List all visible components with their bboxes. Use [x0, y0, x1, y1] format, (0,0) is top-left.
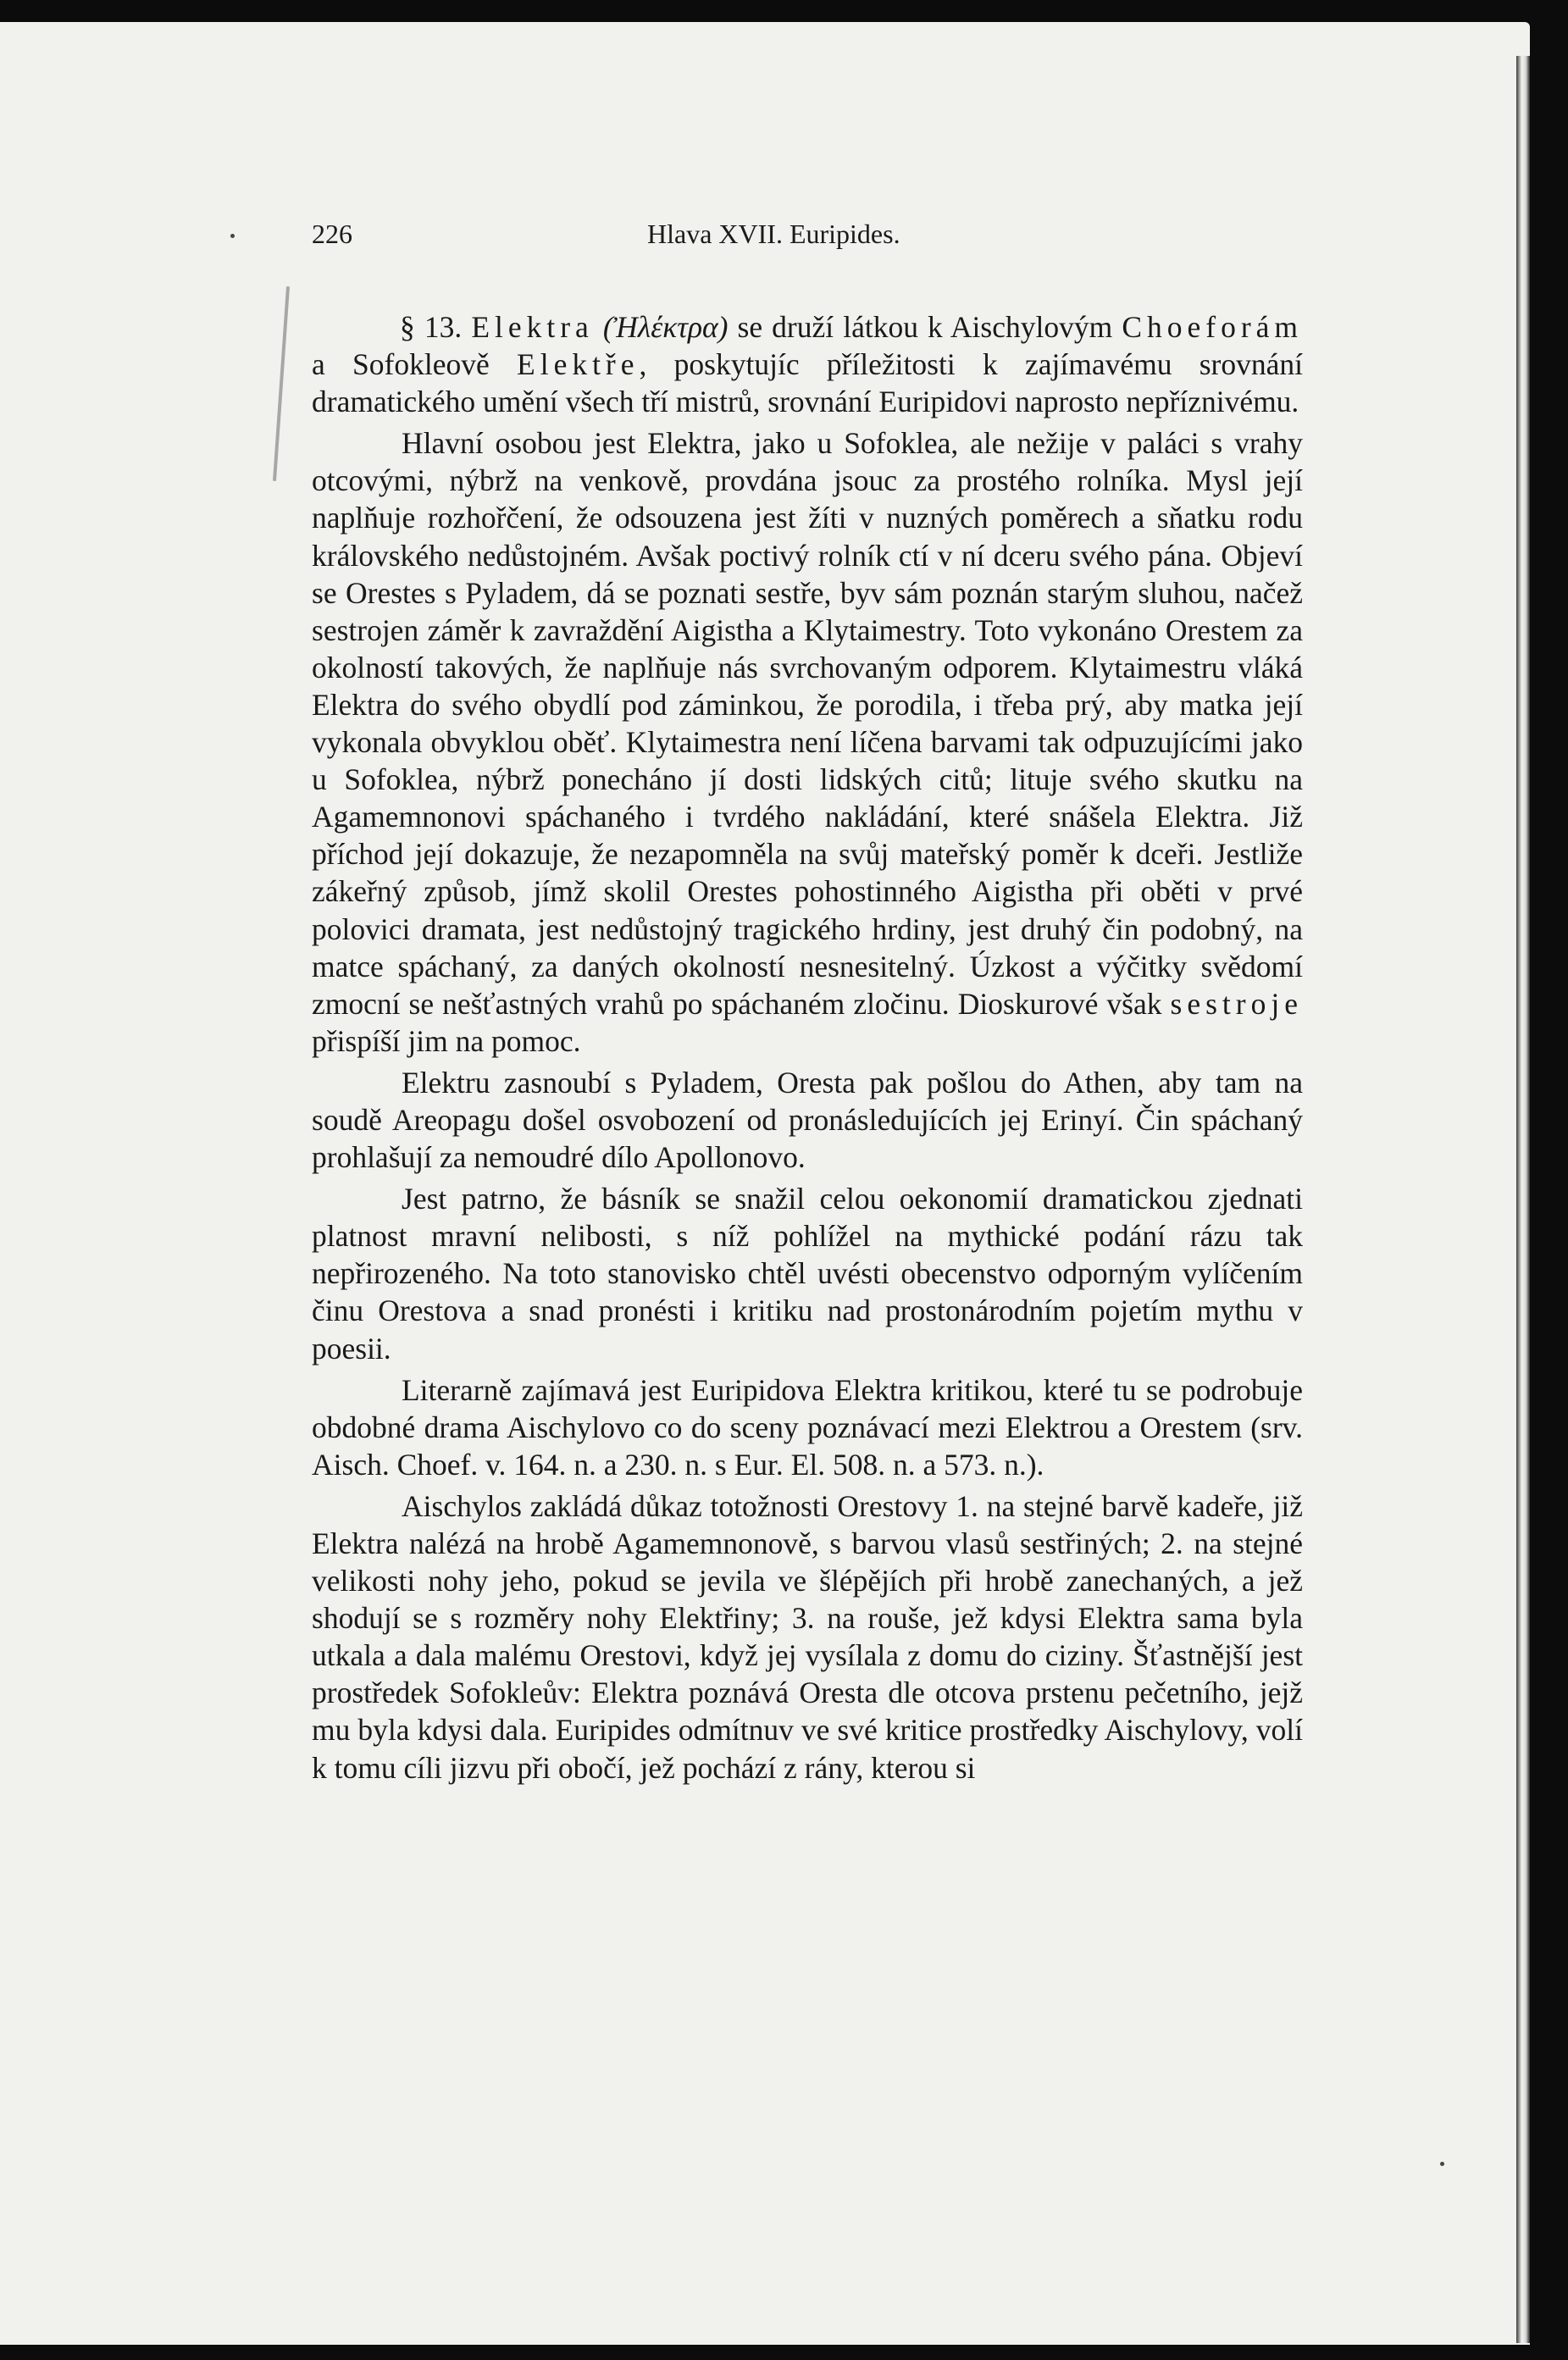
text-run: a Sofokleově — [312, 347, 518, 382]
speck — [1440, 2162, 1444, 2166]
text-run: se druží látkou k Aischylovým — [728, 310, 1122, 344]
body-text — [312, 308, 1303, 1787]
running-head — [312, 219, 1303, 259]
title-elektre: Elektře — [517, 347, 640, 382]
paragraph-ending: Elektru zasnoubí s Pyladem, Oresta pak pošlou do Athen, aby tam na soudě Areopagu došel osvobození od pronásledujících jej Erinyí. Čin spáchaný prohlašují za nemoudré dílo Apollonovo. — [312, 1065, 1303, 1175]
paragraph-plot — [312, 424, 1303, 1060]
paragraph-recognition: Aischylos zakládá důkaz totožnosti Orestovy 1. na stejné barvě kadeře, již Elektra nalézá na hrobě Agamemnonově, s barvou vlasů sestřiných; 2. na stejné velikosti nohy jeho, pokud se jevila ve šlépějích při hrobě zanechaných, a jež shodují se s rozměry nohy Elektřiny; 3. na rouše, jež kdysi Elektra sama byla utkala a dala malému Orestovi, když jej vysílala z domu do ciziny. Šťastnější jest prostředek Sofokleův: Elektra poznává Oresta dle otcova prstenu pečetního, jejž mu byla kdysi dala. Euripides odmítnuv ve své kritice prostředky Aischylovy, volí k tomu cíli jizvu při obočí, jež pochází z rány, kterou si — [312, 1488, 1303, 1785]
chapter-title: Hlava XVII. Euripides. — [647, 219, 900, 249]
page-edge — [1516, 56, 1530, 2343]
paragraph-criticism: Literarně zajímavá jest Euripidova Elektra kritikou, které tu se podrobuje obdobné drama Aischylovo co do sceny poznávací mezi Elektrou a Orestem (srv. Aisch. Choef. v. 164. n. a 230. n. s Eur. El. 508. n. a 573. n.). — [312, 1372, 1303, 1482]
title-elektra: Elektra — [471, 310, 594, 344]
paragraph-section-13 — [312, 308, 1303, 420]
word-sestroje: sestroje — [1170, 986, 1303, 1021]
speck — [230, 234, 235, 238]
page-number: 226 — [312, 219, 352, 249]
section-number: § 13. — [400, 310, 463, 344]
text-run: Hlavní osobou jest Elektra, jako u Sofoklea, ale nežije v paláci s vrahy otcovými, nýbrž na venkově, provdána jsouc za prostého rolníka. Mysl její naplňuje rozhořčení, že odsouzena jest žíti v nuzných poměrech a sňatku rodu královského nedůstojném. Avšak poctivý rolník ctí v ní dceru svého pána. Objeví se Orestes s Pyladem, dá se poznati sestře, byv sám poznán starým sluhou, načež sestrojen záměr k zavraždění Aigistha a Klytaimestry. Toto vykonáno Orestem za okolností takových, že naplňuje nás svrchovaným odporem. Klytaimestru vláká Elektra do svého obydlí pod záminkou, že porodila, i třeba prý, aby matka její vykonala obvyklou oběť. Klytaimestra není líčena barvami tak odpuzujícími jako u Sofoklea, nýbrž ponecháno jí dosti lidských citů; lituje svého skutku na Agamemnonovi spáchaného i tvrdého nakládání, které snášela Elektra. Již příchod její dokazuje, že nezapomněla na svůj mateřský poměr k dceři. Jestliže zákeřný způsob, jímž skolil Orestes pohostinného Aigistha při oběti v prvé polovici dramata, jest nedůstojný tragického hrdiny, jest druhý čin podobný, na matce spáchaný, za daných okolností nesnesitelný. Úzkost a výčitky svědomí zmocní se nešťastných vrahů po spáchaném zločinu. Dioskurové však — [312, 426, 1303, 1021]
title-choefory: Choeforám — [1122, 310, 1304, 344]
text-block — [312, 219, 1303, 1791]
text-run: přispíší jim na pomoc. — [312, 1023, 581, 1058]
paragraph-intent: Jest patrno, že básník se snažil celou oekonomií dramatickou zjednati platnost mravní nelibosti, s níž pohlížel na mythické podání rázu tak nepřirozeného. Na toto stanovisko chtěl uvésti obecenstvo odporným vylíčením činu Orestova a snad pronésti i kritiku nad prostonárodním pojetím mythu v poesii. — [312, 1182, 1303, 1366]
greek-title: (Ἠλέκτρα) — [602, 310, 729, 344]
text-run: , poskytujíc příležitosti k zajímavému srovnání dramatického umění všech tří mistrů, srovnání Euripidovi naprosto nepříznivému. — [312, 347, 1303, 419]
